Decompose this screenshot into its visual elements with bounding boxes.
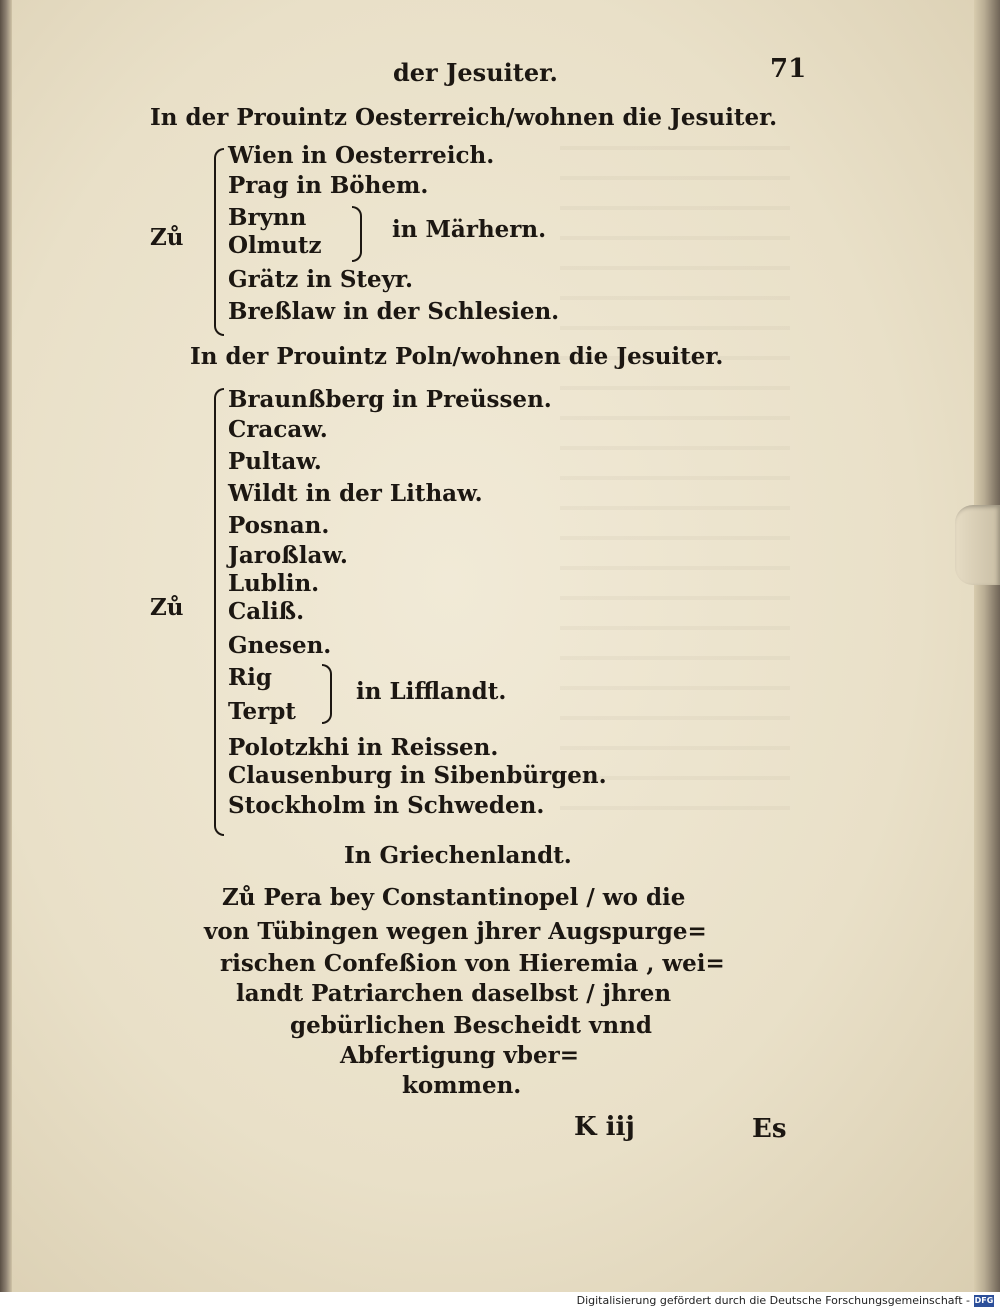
- poland-heading: In der Prouintz Poln/wohnen die Jesuiter.: [190, 343, 724, 370]
- poland-entry: Cracaw.: [228, 416, 328, 443]
- poland-entry: Stockholm in Schweden.: [228, 792, 545, 819]
- digitization-footer: [0, 1292, 1000, 1311]
- poland-entry: Caliß.: [228, 598, 305, 625]
- footer-credit: Digitalisierung gefördert durch die Deutsche Forschungsgemeinschaft -: [576, 1294, 970, 1307]
- poland-entry: Clausenburg in Sibenbürgen.: [228, 762, 607, 789]
- page-number: 71: [770, 54, 807, 84]
- catchword: Es: [752, 1114, 787, 1144]
- greece-line: landt Patriarchen daselbst / jhren: [236, 980, 672, 1007]
- austria-brace-label: in Märhern.: [392, 216, 547, 243]
- austria-entry: Breßlaw in der Schlesien.: [228, 298, 560, 325]
- show-through-texture: [560, 120, 790, 820]
- poland-entry: Pultaw.: [228, 448, 322, 475]
- poland-entry: Jaroßlaw.: [228, 542, 348, 569]
- austria-brace-place: Olmutz: [228, 232, 322, 259]
- austria-right-brace: [352, 206, 362, 262]
- poland-entry: Polotzkhi in Reissen.: [228, 734, 499, 761]
- greece-line: Zů Pera bey Constantinopel / wo die: [222, 884, 686, 911]
- greece-line: gebürlichen Bescheidt vnnd: [290, 1012, 652, 1039]
- page-gutter-shadow: [0, 0, 12, 1292]
- signature-mark: K iij: [574, 1112, 635, 1142]
- page-right-edge: [974, 0, 1000, 1292]
- page-tab-marker: [955, 505, 1000, 585]
- poland-left-brace: [214, 388, 224, 836]
- austria-entry: Wien in Oesterreich.: [228, 142, 495, 169]
- austria-left-brace: [214, 148, 224, 336]
- austria-heading: In der Prouintz Oesterreich/wohnen die Jesuiter.: [150, 104, 778, 131]
- poland-entry: Gnesen.: [228, 632, 332, 659]
- austria-entry: Grätz in Steyr.: [228, 266, 414, 293]
- austria-zu: Zů: [150, 224, 184, 251]
- austria-brace-place: Brynn: [228, 204, 307, 231]
- poland-brace-label: in Lifflandt.: [356, 678, 507, 705]
- greece-heading: In Griechenlandt.: [344, 842, 572, 869]
- poland-brace-place: Rig: [228, 664, 272, 691]
- poland-brace-place: Terpt: [228, 698, 296, 725]
- austria-entry: Prag in Böhem.: [228, 172, 429, 199]
- running-head: der Jesuiter.: [393, 58, 558, 87]
- poland-entry: Braunßberg in Preüssen.: [228, 386, 552, 413]
- greece-line: rischen Confeßion von Hieremia , wei=: [220, 950, 725, 977]
- greece-line: kommen.: [402, 1072, 522, 1099]
- greece-line: Abfertigung vber=: [340, 1042, 580, 1069]
- poland-entry: Lublin.: [228, 570, 320, 597]
- poland-entry: Posnan.: [228, 512, 330, 539]
- greece-line: von Tübingen wegen jhrer Augspurge=: [204, 918, 707, 945]
- dfg-logo: DFG: [974, 1296, 994, 1305]
- poland-entry: Wildt in der Lithaw.: [228, 480, 483, 507]
- poland-right-brace: [322, 664, 332, 724]
- poland-zu: Zů: [150, 594, 184, 621]
